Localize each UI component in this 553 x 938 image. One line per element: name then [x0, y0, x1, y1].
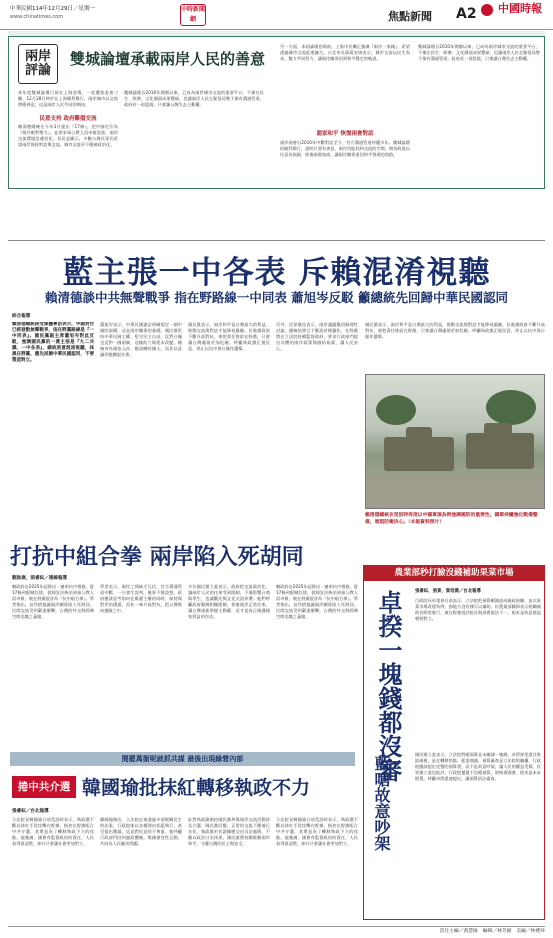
third-col-a: 立法院長韓國瑜日前受訪時表示，執政黨不斷以抹紅手段攻擊在野黨，指控在野黨配合中共介選，其實是為了轉移執政不力的焦點。他強調，國會有監督政府的責任，人民看得很清楚，抹紅只會讓社會更加對立。	[12, 817, 94, 846]
cross-strait-col-d: 兩岸兩會自2016年中斷對話至今，官方溝通管道停擺多年。雙城論壇的順利舉行，證明只要有善意，兩岸仍能找到交流的空間。期待政府以民意為依歸，恢復兩會協商，讓兩岸關係重回和平發展的道路。	[280, 140, 410, 157]
topic-tag: 捲中共介選	[12, 776, 76, 798]
small-logo: 中時新聞網	[180, 4, 206, 26]
kicker-bar: 閱罷萬銜呢就抓共謀 最後出現綠營內部	[10, 752, 355, 766]
commentary-seal-icon: 兩岸評論	[18, 44, 58, 84]
second-byline: 劉詠崴、張睿紜／連線報導	[12, 576, 68, 581]
masthead-logo: 中國時報	[498, 2, 542, 15]
side-box-vertical-headline: 卓揆一塊錢都沒審	[374, 590, 403, 782]
cross-strait-subhead-1: 民意支持 政府難擋交流	[39, 116, 97, 122]
main-byline: 綜合報導	[12, 314, 31, 319]
page-header	[0, 0, 553, 30]
logo-sun-icon	[481, 4, 493, 16]
third-col-d: 立法院長韓國瑜日前受訪時表示，執政黨不斷以抹紅手段攻擊在野黨，指控在野黨配合中共介選，其實是為了轉移執政不力的焦點。他強調，國會有監督政府的責任，人民看得很清楚，抹紅只會讓社會更加對立。	[276, 817, 358, 846]
side-box-banner: 農業部秒打臉沒錢補助果菜市場	[363, 565, 545, 581]
main-col-b: 蕭旭岑表示，中華民國憲法明確規定一個中國的架構，這是兩岸關係的基礎。國民黨堅持中華民國主權、堅守民主自由，反對台獨也反對一國兩制，這樣的立場從未改變。總統身為國家元首，應該團結國人，而非以意識形態撕裂社會。	[100, 322, 182, 357]
main-subheadline: 賴清德談中共無聲戰爭 指在野路線一中同表 蕭旭岑反駁 籲總統先回歸中華民國認同	[44, 290, 509, 305]
cross-strait-lead: 本年度雙城論壇日前在上海登場，一度遭陸委會刁難，12月28日終於在上海順利舉行，兩岸城市以交流增進善意，這是兩岸人民共同的期待。	[18, 90, 118, 107]
tank-photo	[365, 374, 545, 509]
second-col-c: 多位國民黨立委表示，政府把交流政治化，讓兩岸人民的往來受到限制，不僅影響台商與學生，也讓觀光與文化交流停滯。他們呼籲政府鬆綁相關限制，恢復兩岸正常往來，讓台灣重新掌握主動權，這才是真正維護國家利益的作法。	[188, 584, 270, 619]
cross-strait-strip	[8, 31, 545, 37]
second-headline: 打抗中組合拳 兩岸陷入死胡同	[10, 544, 304, 570]
second-col-b: 學者表示，兩岸之間缺乏互信，官方溝通管道中斷，一旦發生誤判，後果不堪設想。政府應該思考如何在維護主權的同時，保持與對岸的溝通，而非一味升高對抗，把台灣推向風險之中。	[100, 584, 182, 613]
third-col-b: 韓國瑜指出，立法院近來通過多項攸關民生的法案，行政院卻以各種理由拒絕執行，甚至提出覆議，這是對民意的不尊重。他呼籲行政部門回到憲政體制，與國會良性互動，共同為人民解決問題。	[100, 817, 182, 846]
main-col-e: 國民黨表示，兩岸和平是台灣最大的利益，推動交流與對話才能降低風險。民進黨政府不斷升高對抗，卻把責任推給在野黨，只會讓台灣處境更加危險。呼籲執政黨正視民意，停止以抗中保台操作選舉。	[365, 322, 545, 339]
cross-strait-col-c: 另一方面，本屆論壇登場前，上海市長龔正強調『兩岸一家親』，希望透過城市交流促進融合。台北市長蔣萬安則表示，城市交流以民生為本，雙方共同努力，讓兩岸關係回到和平穩定的軌道。	[280, 44, 410, 61]
second-col-d: 賴政府自2025年起推出一連串抗中措施，從17條到限制赴陸，從國安法修法到軍公教人員申報，被在野黨批評為『抗中組合拳』。學者指出，這些措施讓兩岸關係陷入死胡同，民間交流受到嚴重衝擊，台灣的外交與經濟空間也隨之萎縮。	[276, 584, 358, 619]
site-url[interactable]: www.chinatimes.com	[10, 14, 64, 20]
second-col-a: 賴政府自2025年起推出一連串抗中措施，從17條到限制赴陸，從國安法修法到軍公教人員申報，被在野黨批評為『抗中組合拳』。學者指出，這些措施讓兩岸關係陷入死胡同，民間交流受到嚴重衝擊，台灣的外交與經濟空間也隨之萎縮。	[12, 584, 94, 619]
cross-strait-subhead-2: 滬家和平 恢復兩會對話	[316, 131, 374, 137]
section-name: 焦點新聞	[388, 10, 432, 23]
side-box-byline: 張睿紜、張景、賀培喬／台北報導	[415, 589, 481, 594]
cross-strait-col-b: 雙城論壇自2010年開辦以來，已成為兩岸城市交流的重要平台，不僅在民生、經濟、文化層面成果豐碩，也讓兩岸人民在緊張局勢下保有溝通管道。政府若一再阻撓，只會讓台灣失去主動權。	[124, 90, 264, 107]
section-divider	[8, 240, 545, 241]
photo-caption: 賴清德總統在受訪時再度以中國軍演為例強調國防的重要性。國軍持續強化戰備整備，展現防衛決心。（本報資料照片）	[365, 513, 538, 525]
side-box-vertical-subhead: 藍嗆故意吵架	[372, 755, 391, 851]
page-footer-credits: 責任主編／黃慧敏 編輯／林芳穎 美編／林禮珍	[8, 926, 545, 936]
cross-strait-col-e: 雙城論壇自2010年開辦以來，已成為兩岸城市交流的重要平台，不僅在民生、經濟、文化層面成果豐碩，也讓兩岸人民在緊張局勢下保有溝通管道。政府若一再阻撓，只會讓台灣失去主動權。	[418, 44, 540, 61]
third-byline: 張睿紜／台北報導	[12, 809, 49, 814]
cross-strait-col-a: 賴清德總統在今年3月提出『17條』，把中國定位為『境外敵對勢力』，並要求軍公教人員申報赴陸，兩岸交流環境急遽惡化。但民意顯示，多數台灣民眾仍希望兩岸保持對話與交流，城市交流更不應被政治化。	[18, 124, 118, 147]
main-headline: 藍主張一中各表 斥賴混淆視聽	[62, 255, 491, 291]
date-line: 中華民國114年12月29日／星期一	[10, 6, 95, 12]
side-box-col-b: 國民黨立委表示，立法院對總預算並未刪減一塊錢，卓揆卻把責任推給國會，是在轉移焦點。藍委強調，預算審查是立法院的職權，行政院應該提出完整的預算書，而不是故意吵架，讓人民的權益受損。民眾黨立委也批評，行政院遲遲不送總預算，卻指責國會，根本是本末倒置，呼籲卓揆盡速提出，讓預算依法審查。	[415, 752, 541, 781]
third-headline: 韓國瑜批抹紅轉移執政不力	[82, 777, 311, 799]
side-box-col-a: 行政院長卓榮泰日前表示，立法院把預算刪減造成施政困難，並以果菜市場改建為例，指地方沒有錢可以補助。但農業部隨即表示相關補助仍照常進行，被在野黨批評院長與部會說法不一，根本是故意挑起朝野對立。	[415, 598, 541, 621]
cross-strait-headline: 雙城論壇承載兩岸人民的善意	[70, 50, 266, 68]
main-col-c: 國民黨表示，兩岸和平是台灣最大的利益，推動交流與對話才能降低風險。民進黨政府不斷升高對抗，卻把責任推給在野黨，只會讓台灣處境更加危險。呼籲執政黨正視民意，停止以抗中保台操作選舉。	[188, 322, 270, 351]
third-col-c: 針對執政黨指控國民黨參與兩岸交流活動涉及介選，國民黨回應，正常的交流不應被污名化，執政黨若有證據應交由司法處理，不應以政治口水抹黑。國民黨將持續推動兩岸和平，守護台灣的民主與安全。	[188, 817, 270, 846]
main-col-a: 賴清德總統接受媒體專訪表示，中國對台已經發動無聲戰爭，指在野黨路線是『一中同表』。國民黨副主席蕭旭岑對此反駁，強調國民黨的一貫主張是『九二共識、一中各表』，總統刻意混淆視聽，抹黑在野黨，應先回歸中華民國認同，不要製造對立。	[12, 322, 94, 363]
page-number: A2	[456, 6, 477, 22]
main-col-d: 另外，民眾黨也表示，兩岸議題應回歸理性討論，總統的發言不應流於標籤化。在野黨將在立法院持續監督政府，要求行政部門提出具體的兩岸政策與國防規畫，讓人民安心。	[276, 322, 358, 351]
